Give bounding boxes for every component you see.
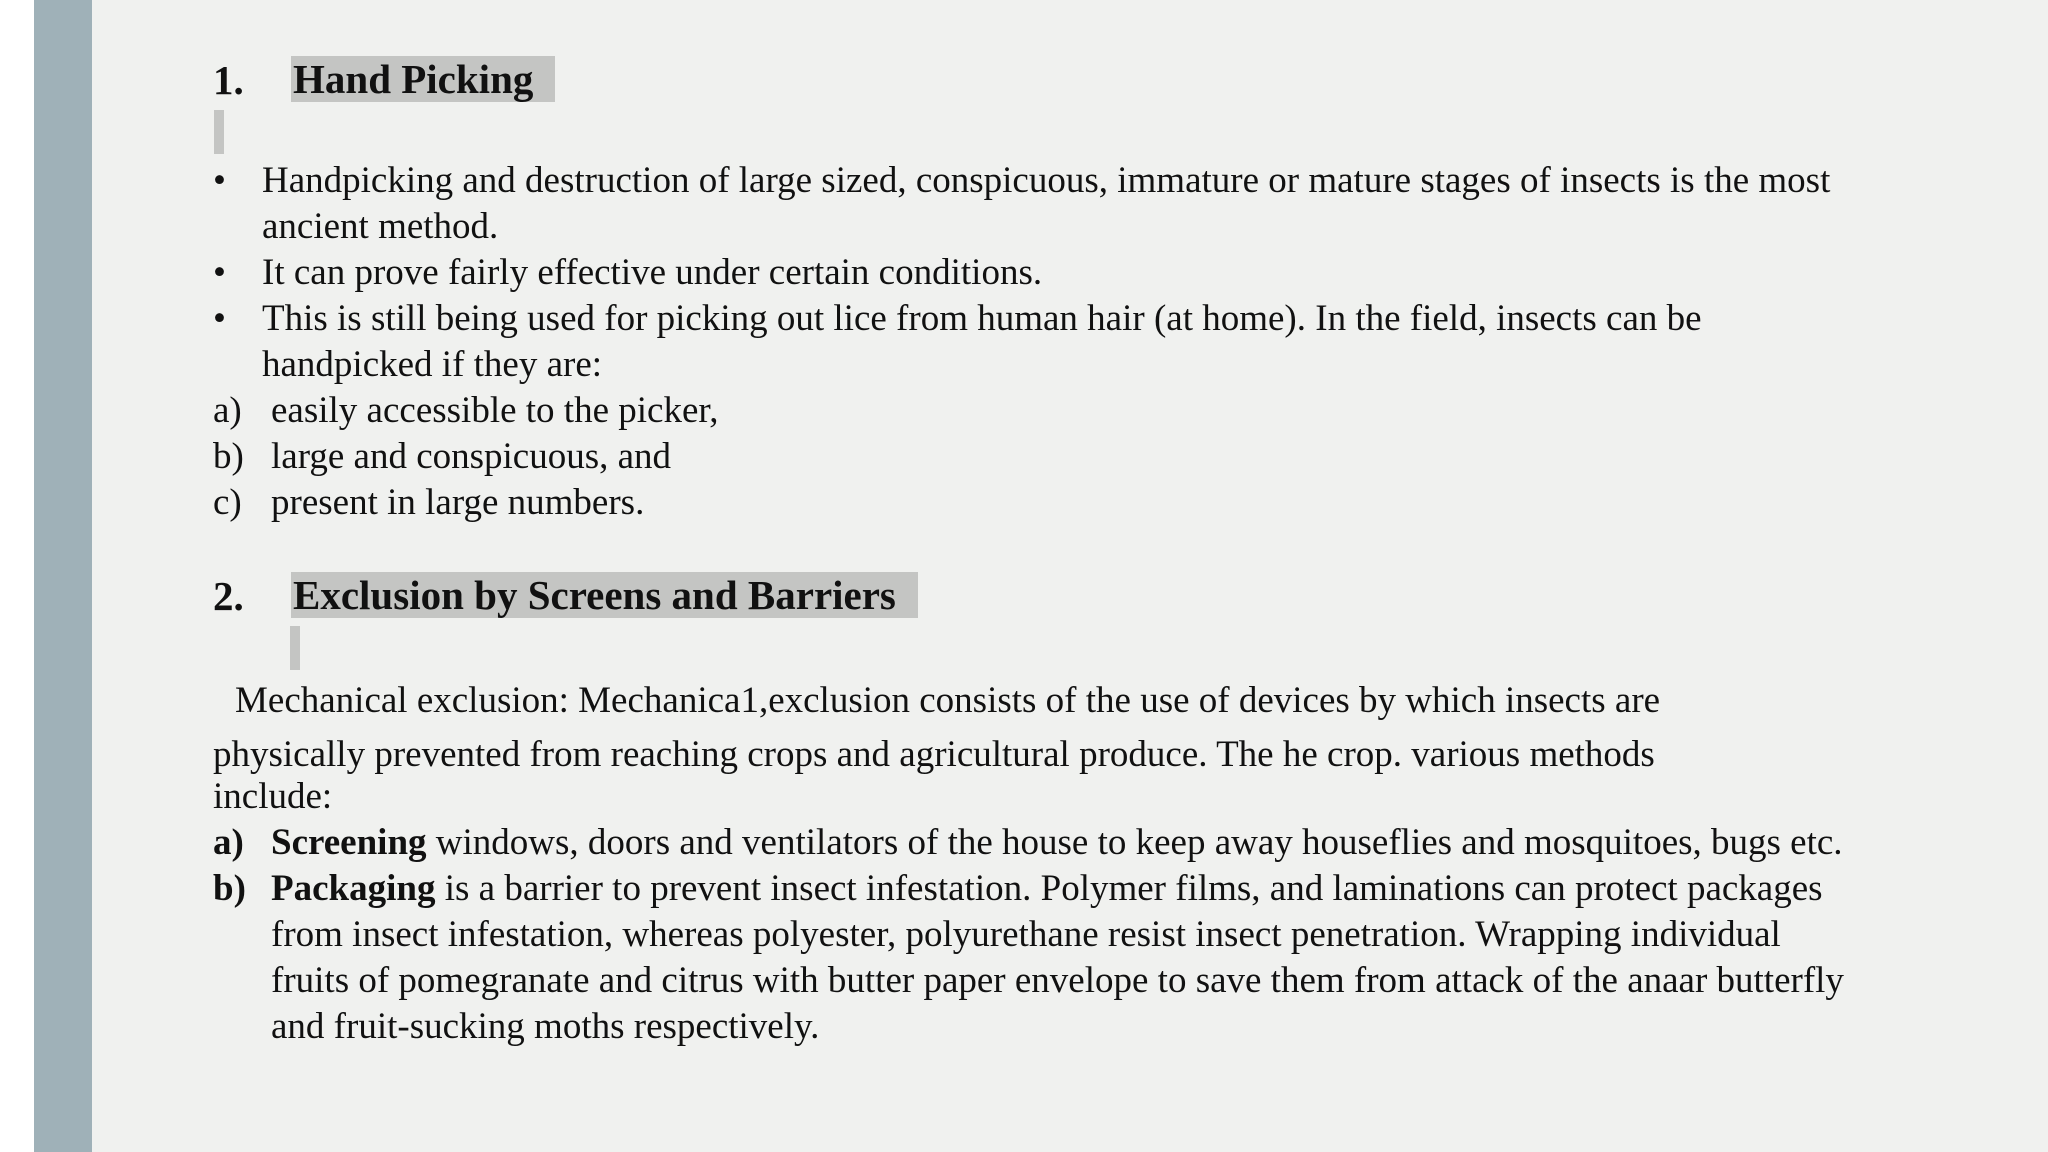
slide-left-accent-bar [34,0,92,1152]
bullet-text: Handpicking and destruction of large sized, conspicuous, immature or mature stages of insects is the most ancient method. [262,160,1831,247]
intro-line-2: physically prevented from reaching crops and agricultural produce. The he crop. various methods [213,734,1655,775]
item-label: a) [213,390,242,431]
item-text: large and conspicuous, and [271,436,672,477]
item-label: b) [213,868,246,909]
item-term: Packaging [271,868,436,909]
section-2-heading [213,568,1853,624]
list-item [213,434,1853,480]
section-1-title: Hand Picking [291,56,555,102]
section-2-cursor-row [213,624,1853,674]
bullet-icon: • [213,160,226,201]
list-item [213,820,1853,866]
section-2-body [213,674,1853,1050]
item-label: b) [213,436,244,477]
list-item [213,158,1853,250]
list-item [213,480,1853,526]
slide-left-margin [0,0,34,1152]
bullet-text: It can prove fairly effective under certain conditions. [262,252,1043,293]
section-1-cursor-row [213,108,1853,158]
item-text: is a barrier to prevent insect infestation. Polymer films, and laminations can protect packages from insect infestation, whereas polyester, polyurethane resist insect penetration. Wrapping individual fruits of pomegranate and citrus with butter paper envelope to save them from attack of the anaar butterfly and fruit-sucking moths respectively. [271,868,1844,1047]
text-cursor-marker [214,110,224,154]
item-text: windows, doors and ventilators of the house to keep away houseflies and mosquitoes, bugs etc. [426,822,1843,863]
item-label: a) [213,822,244,863]
section-2-number: 2. [213,573,244,619]
slide-content [213,52,1853,1050]
section-1-body [213,158,1853,526]
section-2-title: Exclusion by Screens and Barriers [291,572,918,618]
intro-line-3: include: [213,776,333,817]
list-item [213,250,1853,296]
list-item [213,866,1853,1050]
list-item [213,296,1853,388]
item-label: c) [213,482,242,523]
section-1-heading [213,52,1853,108]
text-cursor-marker [290,626,300,670]
bullet-icon: • [213,298,226,339]
intro-line-1: Mechanical exclusion: Mechanica1,exclusion consists of the use of devices by which insects are [235,680,1661,721]
section-1-number: 1. [213,57,244,103]
bullet-text: This is still being used for picking out lice from human hair (at home). In the field, insects can be handpicked if they are: [262,298,1702,385]
item-term: Screening [271,822,427,863]
list-item [213,388,1853,434]
item-text: easily accessible to the picker, [271,390,719,431]
bullet-icon: • [213,252,226,293]
item-text: present in large numbers. [271,482,645,523]
